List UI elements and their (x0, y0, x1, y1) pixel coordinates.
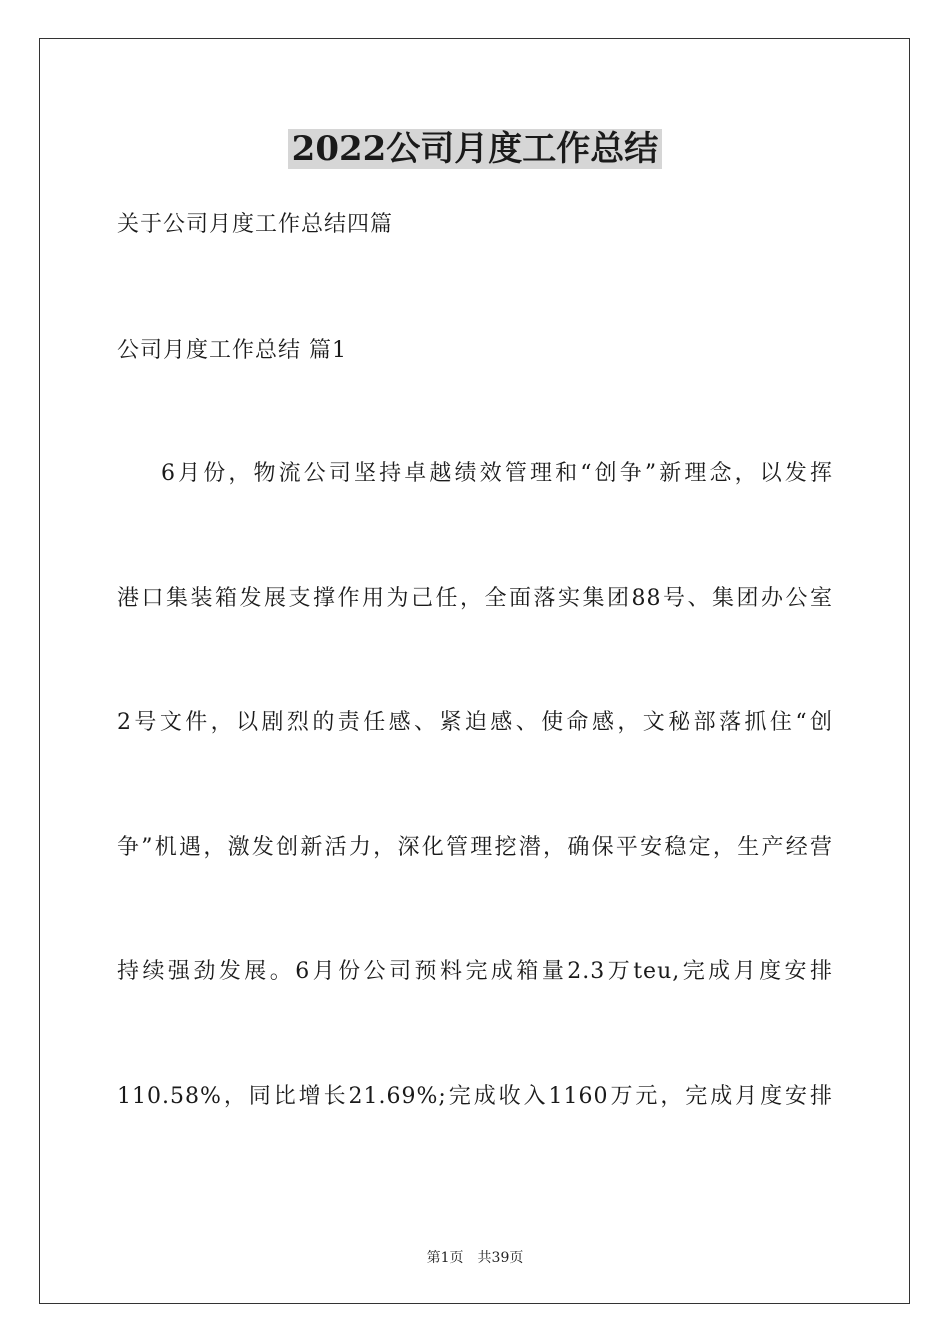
body-line: 持续强劲发展。6月份公司预料完成箱量2.3万teu,完成月度安排 (117, 959, 833, 984)
document-title (0, 128, 950, 170)
section-heading: 公司月度工作总结 篇1 (117, 338, 347, 363)
document-title-text: 2022公司月度工作总结 (288, 129, 663, 169)
body-line: 6月份，物流公司坚持卓越绩效管理和“创争”新理念，以发挥 (161, 461, 833, 486)
body-line: 港口集装箱发展支撑作用为己任，全面落实集团88号、集团办公室 (117, 586, 833, 611)
body-line: 110.58%，同比增长21.69%;完成收入1160万元，完成月度安排 (117, 1084, 833, 1109)
body-line: 争”机遇，激发创新活力，深化管理挖潜，确保平安稳定，生产经营 (117, 835, 833, 860)
page-number-footer: 第1页 共39页 (426, 1250, 524, 1266)
body-line: 2号文件，以剧烈的责任感、紧迫感、使命感，文秘部落抓住“创 (117, 710, 833, 735)
document-subtitle: 关于公司月度工作总结四篇 (117, 212, 394, 237)
